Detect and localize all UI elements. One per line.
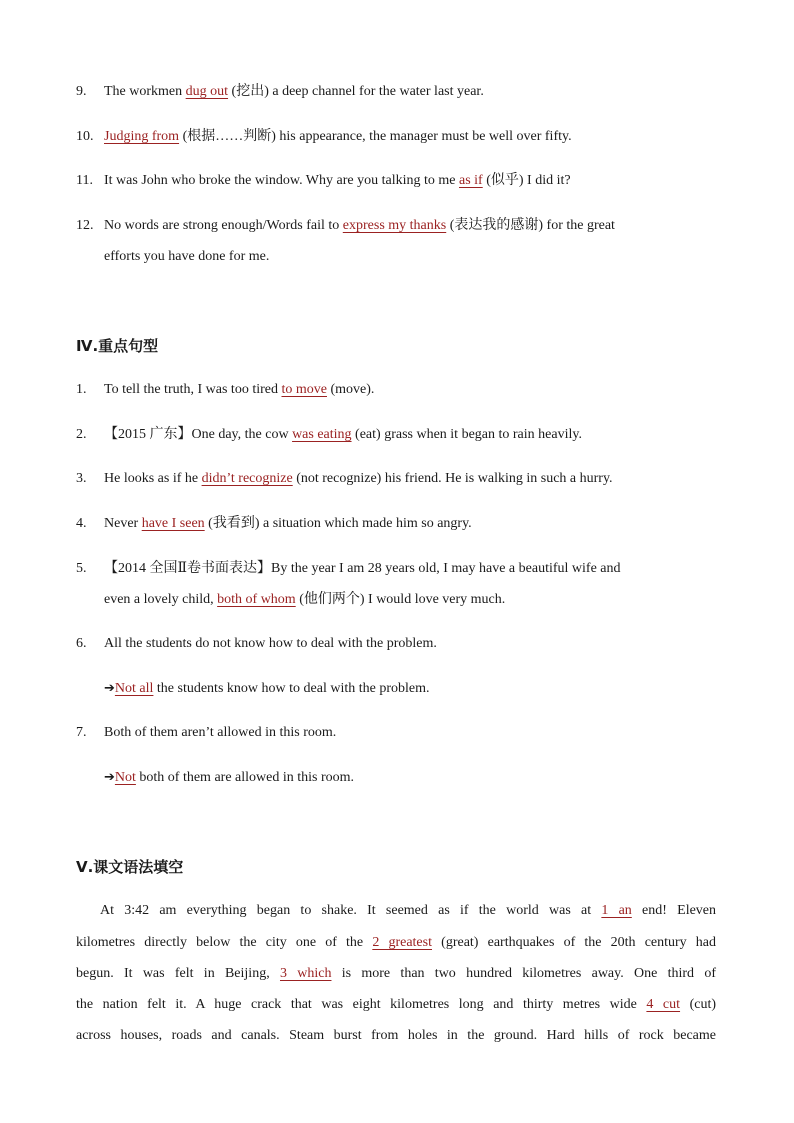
passage-line: across houses, roads and canals. Steam burst from holes in the ground. Hard hills of rock became — [76, 1028, 716, 1043]
sentence-item-iv-2 — [104, 425, 582, 445]
item-number: 4. — [76, 516, 87, 531]
passage-line — [76, 933, 716, 953]
sentence-text: (我看到) a situation which made him so angry. — [208, 516, 472, 531]
sentence-text: (表达我的感谢) for the great — [449, 218, 615, 233]
sentence-text: (根据……判断) his appearance, the manager must be well over fifty. — [182, 129, 572, 144]
passage-line — [76, 964, 716, 984]
answer-blank: 3 which — [279, 966, 332, 981]
sentence-text: To tell the truth, I was too tired — [104, 382, 278, 397]
answer-blank: express my thanks — [342, 218, 447, 233]
sentence-text: The workmen — [104, 84, 183, 99]
sentence-text: (挖出) a deep channel for the water last year. — [231, 84, 484, 99]
sentence-text: the students know how to deal with the problem. — [156, 681, 430, 696]
sentence-text: both of them are allowed in this room. — [139, 770, 355, 785]
answer-blank: to move — [281, 382, 327, 397]
arrow-icon: ➔ — [104, 770, 115, 785]
section-heading-4: Ⅳ.重点句型 — [76, 337, 159, 355]
item-number: 2. — [76, 427, 87, 442]
sentence-text: (eat) grass when it began to rain heavily. — [355, 427, 582, 442]
answer-blank: didn’t recognize — [201, 471, 293, 486]
sentence-item-11 — [104, 171, 571, 191]
sentence-item-iv-4 — [104, 514, 472, 534]
passage-text: (cut) — [689, 997, 717, 1012]
sentence-text: He looks as if he — [104, 471, 199, 486]
sentence-item-12 — [104, 216, 615, 236]
sentence-text: (他们两个) I would love very much. — [299, 592, 506, 607]
item-number: 5. — [76, 561, 87, 576]
sentence-text: 【2015 广东】One day, the cow — [104, 427, 289, 442]
answer-blank: Not — [114, 770, 136, 785]
passage-text: At 3:42 am everything began to shake. It seemed as if the world was at — [100, 903, 592, 918]
sentence-text: (not recognize) his friend. He is walking in such a hurry. — [296, 471, 613, 486]
passage-text: (great) earthquakes of the 20th century had — [441, 935, 717, 950]
item-number: 10. — [76, 129, 94, 144]
answer-blank: as if — [459, 173, 483, 188]
item-number: 11. — [76, 173, 93, 188]
passage-text: the nation felt it. A huge crack that was eight kilometres long and thirty metres wide — [76, 997, 637, 1012]
answer-blank: 1 an — [601, 903, 632, 918]
item-number: 3. — [76, 471, 87, 486]
passage-line — [76, 995, 716, 1015]
section-heading-5: Ⅴ.课文语法填空 — [76, 858, 184, 876]
item-number: 9. — [76, 84, 87, 99]
answer-blank: dug out — [185, 84, 229, 99]
rewrite-line — [104, 768, 354, 788]
passage-line — [100, 901, 716, 921]
item-number: 1. — [76, 382, 87, 397]
sentence-text: even a lovely child, — [104, 592, 214, 607]
answer-blank: Judging from — [104, 129, 180, 144]
passage-text: is more than two hundred kilometres away. One third of — [341, 966, 717, 981]
answer-blank: have I seen — [141, 516, 205, 531]
sentence-item-iv-1 — [104, 380, 374, 400]
sentence-item-10 — [104, 127, 572, 147]
sentence-continuation: efforts you have done for me. — [104, 249, 270, 264]
sentence-continuation — [104, 590, 505, 610]
sentence-item-iv-5: 【2014 全国Ⅱ卷书面表达】By the year I am 28 years old, I may have a beautiful wife and — [104, 561, 621, 576]
answer-blank: 4 cut — [646, 997, 681, 1012]
item-number: 6. — [76, 636, 87, 651]
sentence-text: It was John who broke the window. Why are you talking to me — [104, 173, 456, 188]
item-number: 7. — [76, 725, 87, 740]
sentence-item-9 — [104, 82, 484, 102]
passage-text: begun. It was felt in Beijing, — [76, 966, 270, 981]
rewrite-line — [104, 679, 429, 699]
answer-blank: 2 greatest — [372, 935, 432, 950]
sentence-text: No words are strong enough/Words fail to — [104, 218, 340, 233]
sentence-text: (move). — [330, 382, 375, 397]
sentence-text: (似乎) I did it? — [486, 173, 571, 188]
answer-blank: both of whom — [217, 592, 296, 607]
arrow-icon: ➔ — [104, 681, 115, 696]
answer-blank: Not all — [114, 681, 154, 696]
passage-text: end! Eleven — [642, 903, 717, 918]
sentence-item-iv-6: All the students do not know how to deal with the problem. — [104, 636, 437, 651]
answer-blank: was eating — [292, 427, 352, 442]
sentence-item-iv-7: Both of them aren’t allowed in this room. — [104, 725, 337, 740]
item-number: 12. — [76, 218, 94, 233]
sentence-text: Never — [104, 516, 139, 531]
sentence-item-iv-3 — [104, 469, 613, 489]
passage-text: kilometres directly below the city one of the — [76, 935, 364, 950]
